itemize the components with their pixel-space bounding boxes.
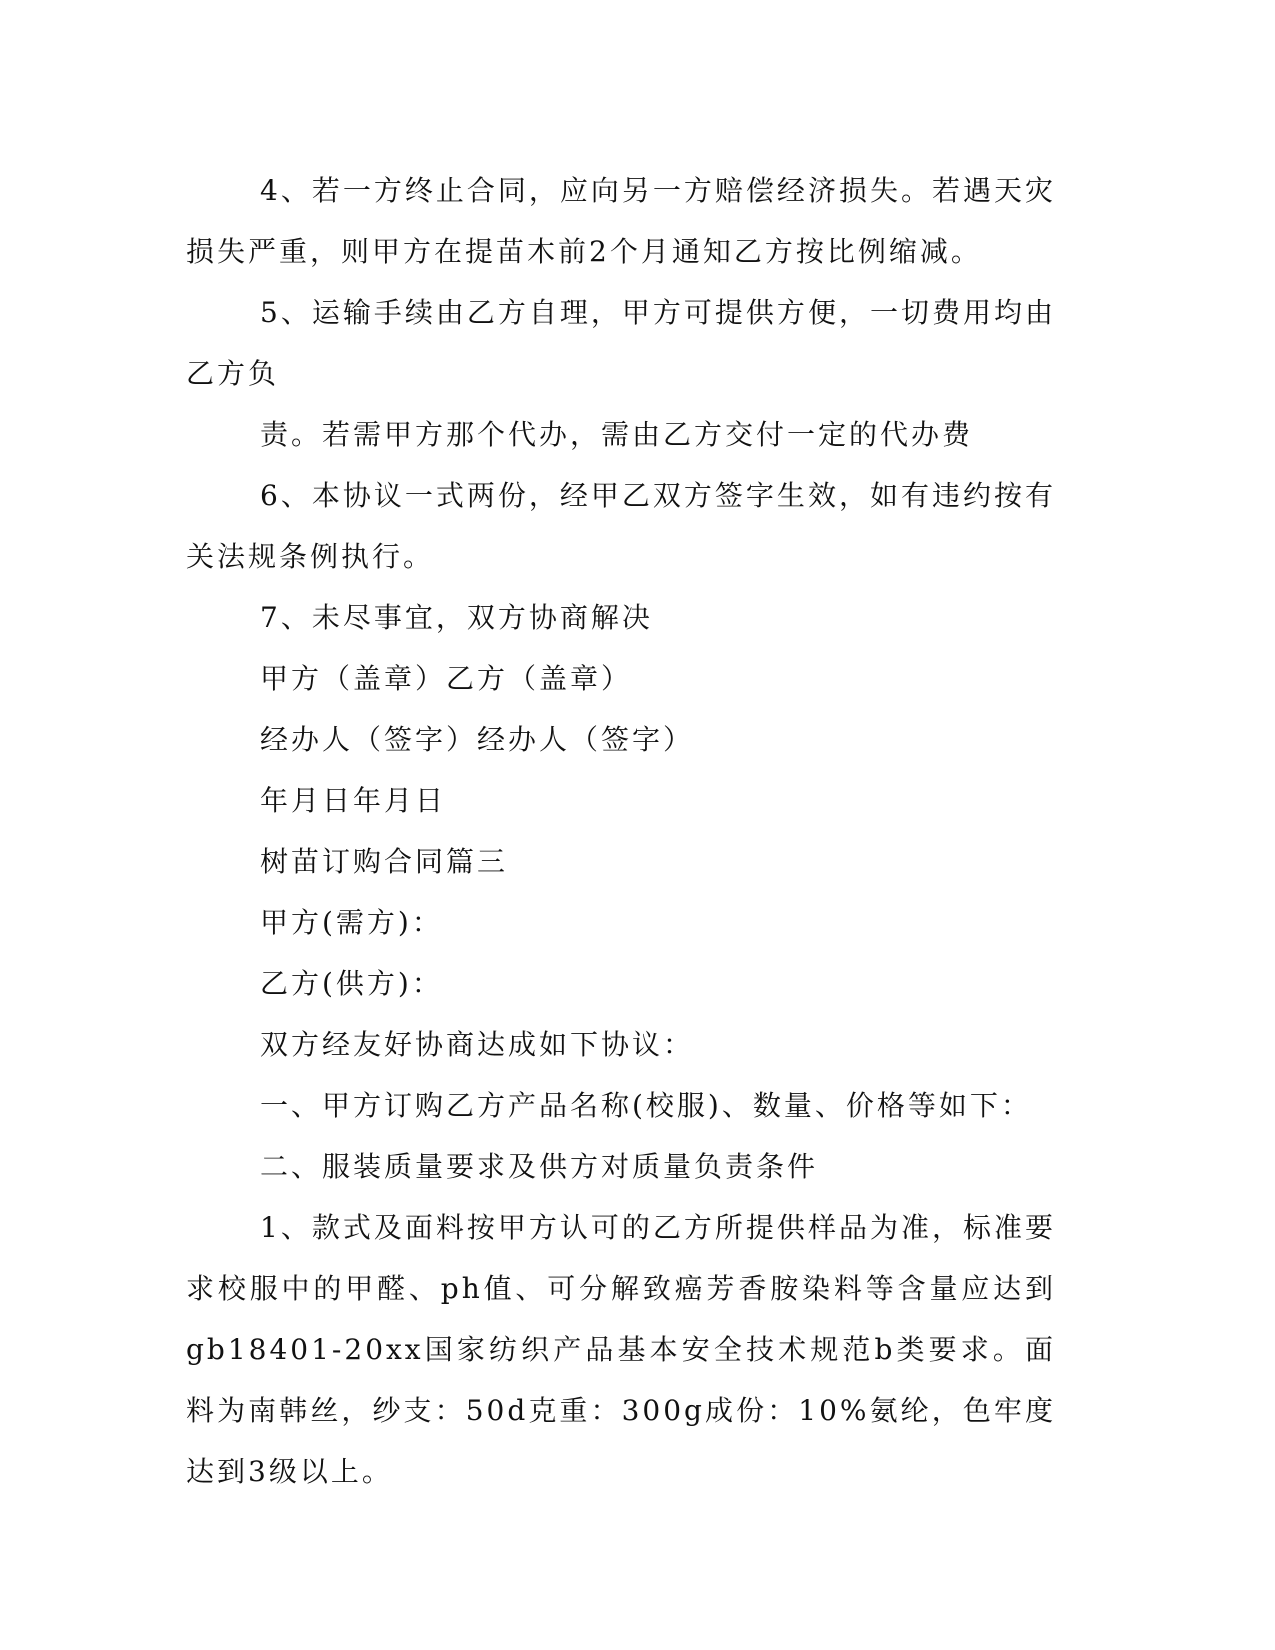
section-title: 树苗订购合同篇三 <box>260 845 509 878</box>
clause-7-matters: 7、未尽事宜，双方协商解决 <box>260 601 653 634</box>
seal-line: 甲方（盖章）乙方（盖章） <box>260 662 633 695</box>
clause-6-copies: 6、本协议一式两份，经甲乙双方签字生效，如有违约按有关法规条例执行。 <box>186 479 1056 573</box>
party-b-line: 乙方(供方)： <box>260 967 443 1000</box>
clause-5-transport: 5、运输手续由乙方自理，甲方可提供方便，一切费用均由乙方负 <box>186 296 1056 390</box>
party-a-line: 甲方(需方)： <box>260 906 443 939</box>
section-one-heading: 一、甲方订购乙方产品名称(校服)、数量、价格等如下： <box>260 1089 1032 1122</box>
document-body <box>186 160 1056 1502</box>
clause-4-termination: 4、若一方终止合同，应向另一方赔偿经济损失。若遇天灾损失严重，则甲方在提苗木前2个月通知乙方按比例缩减。 <box>186 174 1056 268</box>
clause-5-continuation: 责。若需甲方那个代办，需由乙方交付一定的代办费 <box>260 418 974 451</box>
signature-line: 经办人（签字）经办人（签字） <box>260 723 695 756</box>
date-line: 年月日年月日 <box>260 784 447 817</box>
quality-clause-1: 1、款式及面料按甲方认可的乙方所提供样品为准，标准要求校服中的甲醛、ph值、可分解致癌芳香胺染料等含量应达到gb18401-20xx国家纺织产品基本安全技术规范b类要求。面料为南韩丝，纱支：50d克重：300g成份：10%氨纶，色牢度达到3级以上。 <box>186 1211 1056 1488</box>
agreement-intro: 双方经友好协商达成如下协议： <box>260 1028 695 1061</box>
section-two-heading: 二、服装质量要求及供方对质量负责条件 <box>260 1150 819 1183</box>
